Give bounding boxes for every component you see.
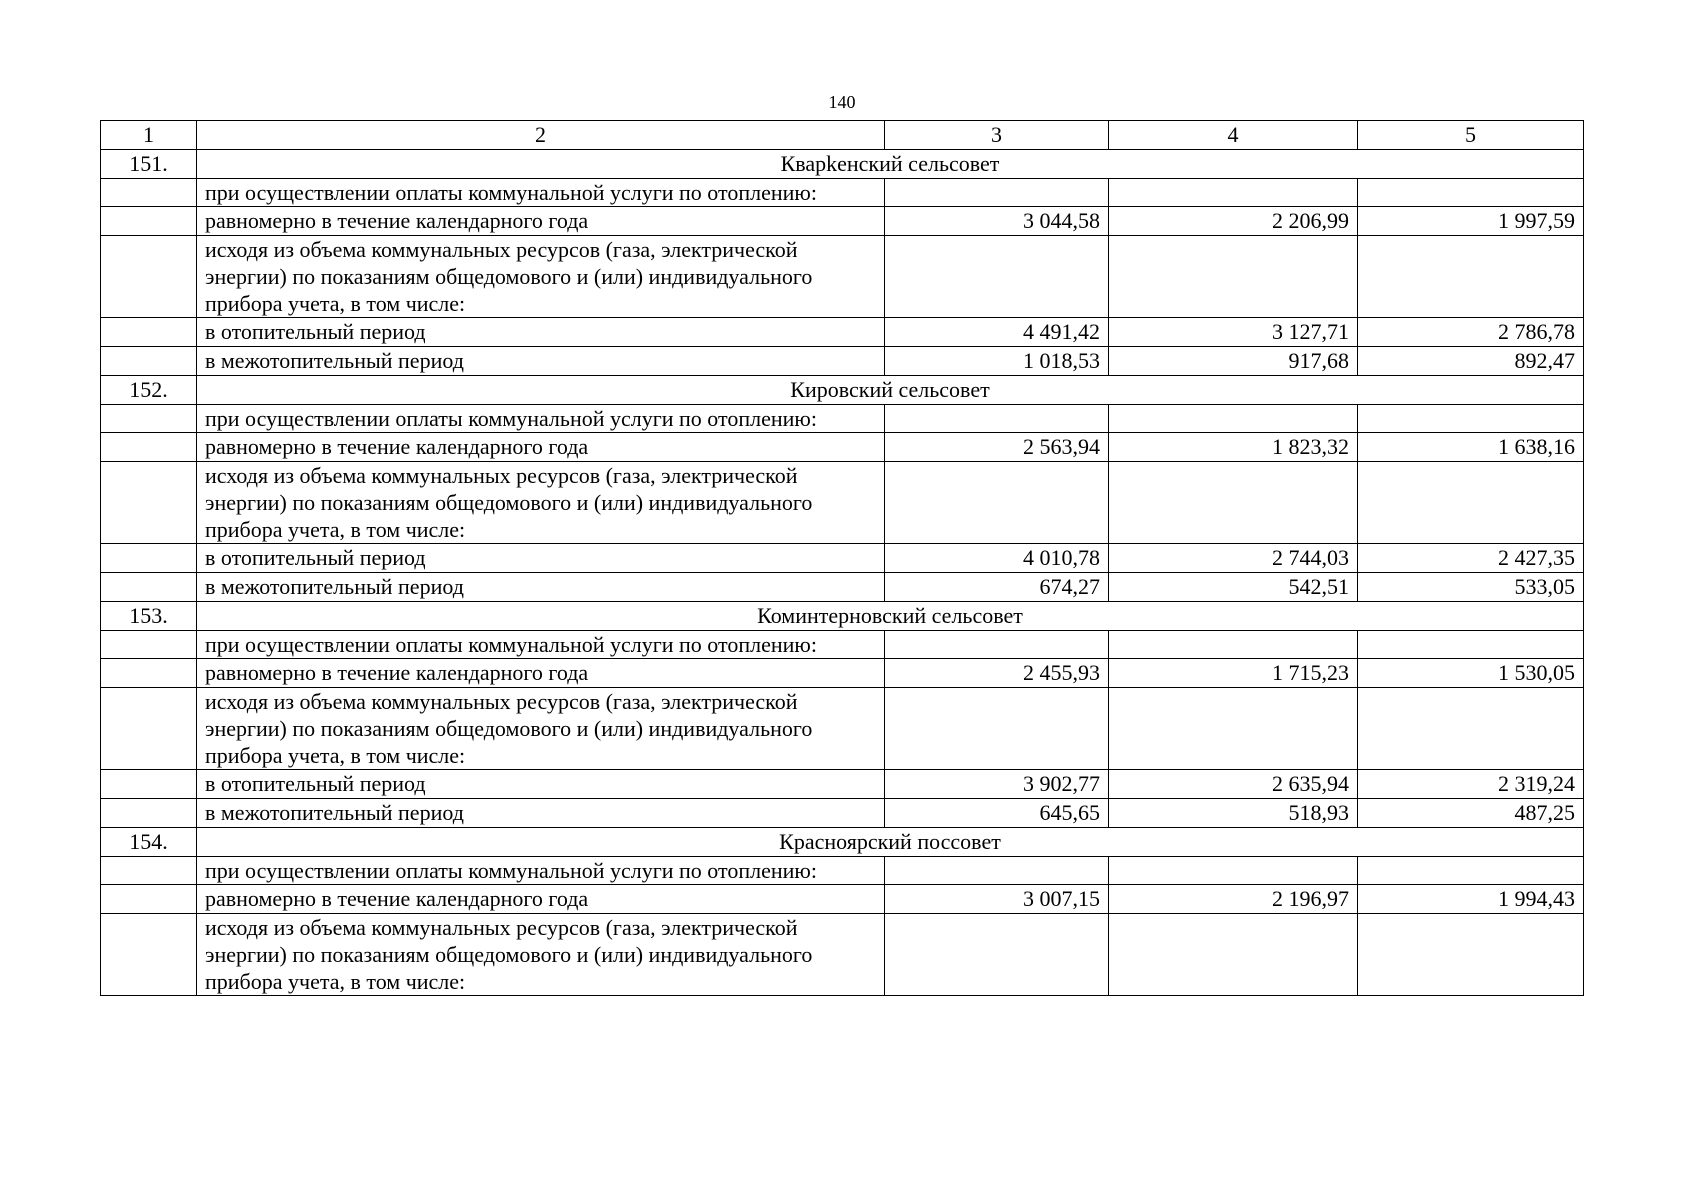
table-row [101, 347, 1584, 376]
section-header-row [101, 602, 1584, 631]
value-cell-col4: 518,93 [1109, 799, 1358, 828]
row-number-cell [101, 573, 197, 602]
row-number-cell [101, 770, 197, 799]
value-cell-col5 [1358, 236, 1584, 318]
value-cell-col4: 917,68 [1109, 347, 1358, 376]
row-label: при осуществлении оплаты коммунальной услуги по отоплению: [197, 179, 885, 207]
table-row [101, 433, 1584, 462]
section-name: Кварkенский сельсовет [197, 150, 1584, 179]
value-cell-col3: 3 007,15 [885, 885, 1109, 914]
value-cell-col4 [1109, 857, 1358, 885]
value-cell-col5: 487,25 [1358, 799, 1584, 828]
row-number-cell [101, 659, 197, 688]
row-number-cell [101, 433, 197, 462]
row-label: при осуществлении оплаты коммунальной услуги по отоплению: [197, 405, 885, 433]
row-number-cell [101, 236, 197, 318]
value-cell-col4: 542,51 [1109, 573, 1358, 602]
section-number: 153. [101, 602, 197, 631]
value-cell-col3 [885, 236, 1109, 318]
value-cell-col5: 1 638,16 [1358, 433, 1584, 462]
value-cell-col3 [885, 631, 1109, 659]
value-cell-col5: 533,05 [1358, 573, 1584, 602]
row-label: равномерно в течение календарного года [197, 433, 885, 462]
value-cell-col3 [885, 462, 1109, 544]
section-number: 151. [101, 150, 197, 179]
value-cell-col5 [1358, 462, 1584, 544]
section-name: Кировский сельсовет [197, 376, 1584, 405]
row-number-cell [101, 179, 197, 207]
table-row [101, 236, 1584, 318]
row-label: в отопительный период [197, 318, 885, 347]
value-cell-col4: 1 715,23 [1109, 659, 1358, 688]
row-number-cell [101, 799, 197, 828]
value-cell-col5 [1358, 914, 1584, 996]
value-cell-col5: 1 530,05 [1358, 659, 1584, 688]
row-label: в межотопительный период [197, 573, 885, 602]
column-header: 1 [101, 121, 197, 150]
column-header: 2 [197, 121, 885, 150]
row-number-cell [101, 857, 197, 885]
value-cell-col4: 2 635,94 [1109, 770, 1358, 799]
table-row [101, 207, 1584, 236]
row-label: равномерно в течение календарного года [197, 885, 885, 914]
row-label: исходя из объема коммунальных ресурсов (газа, электрической энергии) по показаниям общедомового и (или) индивидуального прибора учета, в том числе: [197, 236, 885, 318]
value-cell-col3: 3 902,77 [885, 770, 1109, 799]
table-row [101, 179, 1584, 207]
row-label: равномерно в течение календарного года [197, 659, 885, 688]
row-label: при осуществлении оплаты коммунальной услуги по отоплению: [197, 631, 885, 659]
table-row [101, 659, 1584, 688]
table-row [101, 318, 1584, 347]
value-cell-col4: 3 127,71 [1109, 318, 1358, 347]
section-number: 154. [101, 828, 197, 857]
value-cell-col4 [1109, 236, 1358, 318]
row-number-cell [101, 631, 197, 659]
table-row [101, 462, 1584, 544]
section-name: Красноярский поссовет [197, 828, 1584, 857]
row-label: исходя из объема коммунальных ресурсов (газа, электрической энергии) по показаниям общедомового и (или) индивидуального прибора учета, в том числе: [197, 462, 885, 544]
table-row [101, 857, 1584, 885]
value-cell-col3 [885, 914, 1109, 996]
section-number: 152. [101, 376, 197, 405]
value-cell-col4 [1109, 462, 1358, 544]
value-cell-col3 [885, 405, 1109, 433]
row-label: в отопительный период [197, 770, 885, 799]
value-cell-col4 [1109, 631, 1358, 659]
value-cell-col3 [885, 688, 1109, 770]
section-header-row [101, 150, 1584, 179]
row-number-cell [101, 544, 197, 573]
table-row [101, 573, 1584, 602]
row-label: равномерно в течение календарного года [197, 207, 885, 236]
value-cell-col4 [1109, 688, 1358, 770]
row-label: исходя из объема коммунальных ресурсов (газа, электрической энергии) по показаниям общедомового и (или) индивидуального прибора учета, в том числе: [197, 914, 885, 996]
table-body [101, 121, 1584, 996]
header-row [101, 121, 1584, 150]
column-header: 3 [885, 121, 1109, 150]
value-cell-col5: 1 994,43 [1358, 885, 1584, 914]
value-cell-col3: 674,27 [885, 573, 1109, 602]
table-row [101, 799, 1584, 828]
tariff-table [100, 120, 1584, 996]
row-number-cell [101, 914, 197, 996]
value-cell-col5: 1 997,59 [1358, 207, 1584, 236]
value-cell-col3 [885, 179, 1109, 207]
table-row [101, 914, 1584, 996]
value-cell-col5: 2 319,24 [1358, 770, 1584, 799]
value-cell-col3: 4 010,78 [885, 544, 1109, 573]
table-row [101, 688, 1584, 770]
column-header: 5 [1358, 121, 1584, 150]
value-cell-col4: 2 744,03 [1109, 544, 1358, 573]
row-label: в межотопительный период [197, 347, 885, 376]
row-number-cell [101, 318, 197, 347]
value-cell-col5: 2 786,78 [1358, 318, 1584, 347]
row-number-cell [101, 462, 197, 544]
row-label: исходя из объема коммунальных ресурсов (газа, электрической энергии) по показаниям общедомового и (или) индивидуального прибора учета, в том числе: [197, 688, 885, 770]
value-cell-col5: 2 427,35 [1358, 544, 1584, 573]
table-row [101, 544, 1584, 573]
value-cell-col4 [1109, 179, 1358, 207]
value-cell-col3: 1 018,53 [885, 347, 1109, 376]
row-number-cell [101, 405, 197, 433]
value-cell-col4 [1109, 405, 1358, 433]
table-row [101, 770, 1584, 799]
page-number: 140 [828, 92, 856, 112]
value-cell-col4 [1109, 914, 1358, 996]
section-name: Коминтерновский сельсовет [197, 602, 1584, 631]
value-cell-col3 [885, 857, 1109, 885]
table-row [101, 885, 1584, 914]
value-cell-col5 [1358, 179, 1584, 207]
column-header: 4 [1109, 121, 1358, 150]
section-header-row [101, 828, 1584, 857]
value-cell-col5 [1358, 405, 1584, 433]
value-cell-col5 [1358, 631, 1584, 659]
row-label: в отопительный период [197, 544, 885, 573]
table-row [101, 631, 1584, 659]
section-header-row [101, 376, 1584, 405]
value-cell-col3: 645,65 [885, 799, 1109, 828]
row-label: при осуществлении оплаты коммунальной услуги по отоплению: [197, 857, 885, 885]
value-cell-col5 [1358, 688, 1584, 770]
value-cell-col3: 3 044,58 [885, 207, 1109, 236]
value-cell-col3: 2 455,93 [885, 659, 1109, 688]
value-cell-col3: 4 491,42 [885, 318, 1109, 347]
value-cell-col5: 892,47 [1358, 347, 1584, 376]
row-label: в межотопительный период [197, 799, 885, 828]
row-number-cell [101, 885, 197, 914]
row-number-cell [101, 347, 197, 376]
value-cell-col3: 2 563,94 [885, 433, 1109, 462]
value-cell-col4: 2 196,97 [1109, 885, 1358, 914]
value-cell-col5 [1358, 857, 1584, 885]
row-number-cell [101, 688, 197, 770]
table-row [101, 405, 1584, 433]
value-cell-col4: 1 823,32 [1109, 433, 1358, 462]
row-number-cell [101, 207, 197, 236]
value-cell-col4: 2 206,99 [1109, 207, 1358, 236]
